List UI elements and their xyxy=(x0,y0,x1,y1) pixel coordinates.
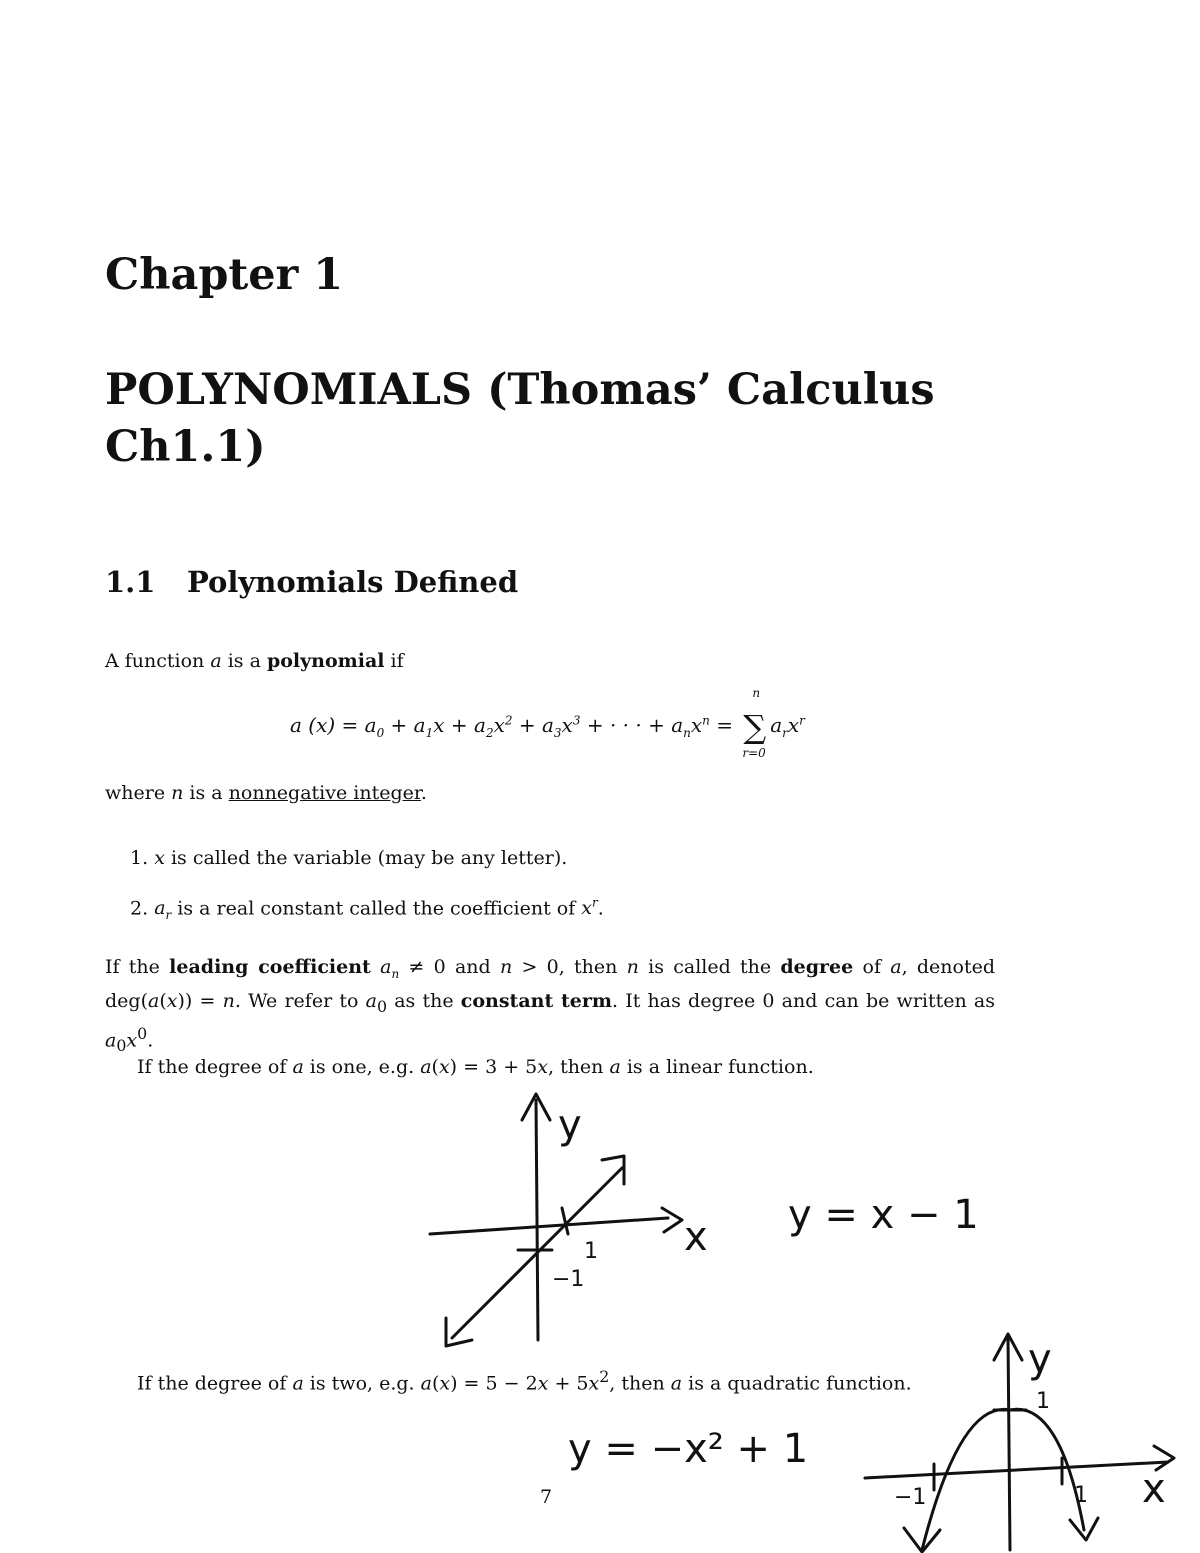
section-number: 1.1 xyxy=(105,565,156,599)
section-name: Polynomials Defined xyxy=(187,565,519,599)
tick-label: −1 xyxy=(552,1267,585,1292)
nonnegative-integer-link: nonnegative integer xyxy=(228,782,421,804)
tick-label: 1 xyxy=(1036,1389,1050,1414)
tick-label: 1 xyxy=(1074,1483,1088,1508)
list-item: 2. $a_r$ is a real constant called the coefficient of $x^r$. xyxy=(130,896,604,923)
x-axis-arrow-icon xyxy=(662,1208,682,1232)
definition-intro: A function a is a polynomial if xyxy=(105,650,404,672)
page-number: 7 xyxy=(540,1486,553,1508)
chapter-title: POLYNOMIALS (Thomas’ Calculus Ch1.1) xyxy=(105,365,935,472)
linear-graph-sketch xyxy=(430,1094,979,1346)
x-axis-line xyxy=(430,1218,668,1234)
where-clause: where n is a nonnegative integer. xyxy=(105,782,427,804)
tick-label: 1 xyxy=(584,1239,598,1264)
x-axis-label: x xyxy=(1142,1466,1166,1512)
chapter-heading: Chapter 1 xyxy=(105,250,344,300)
quadratic-example: If the degree of a is two, e.g. $a(x) = 5 - 2x + 5x^2$, then a is a quadratic function. xyxy=(137,1367,912,1395)
quadratic-equation-label: y = −x² + 1 xyxy=(568,1426,809,1472)
y-axis-line xyxy=(536,1100,538,1340)
tick-label: −1 xyxy=(894,1485,927,1510)
term-polynomial: polynomial xyxy=(266,650,385,672)
parabola-curve xyxy=(922,1409,1084,1550)
degree-paragraph: If the leading coefficient $a_n \ne 0$ and n > 0, then n is called the degree of a, denoted deg(a(x)) = n. We refer to $a_0$ as the constant term. It has degree 0 and can be written as $a_0x^0$. xyxy=(105,956,995,1055)
linear-example: If the degree of a is one, e.g. a(x) = 3 + 5x, then a is a linear function. xyxy=(137,1056,814,1078)
quadratic-graph-sketch xyxy=(568,1334,1174,1552)
y-axis-label: y xyxy=(558,1102,582,1148)
polynomial-equation: a $(x) = a_0 + a_1x + a_2x^2 + a_3x^3$ + · · · + $a_nx^n$ = ∑ n r=0 $a_rx^r$ xyxy=(290,686,805,760)
y-axis-label: y xyxy=(1028,1336,1052,1382)
y-axis-line xyxy=(1008,1338,1010,1550)
list-item: 1. x is called the variable (may be any letter). xyxy=(130,847,568,869)
x-axis-line xyxy=(865,1462,1168,1478)
linear-equation-label: y = x − 1 xyxy=(788,1192,979,1238)
x-axis-label: x xyxy=(684,1214,708,1260)
